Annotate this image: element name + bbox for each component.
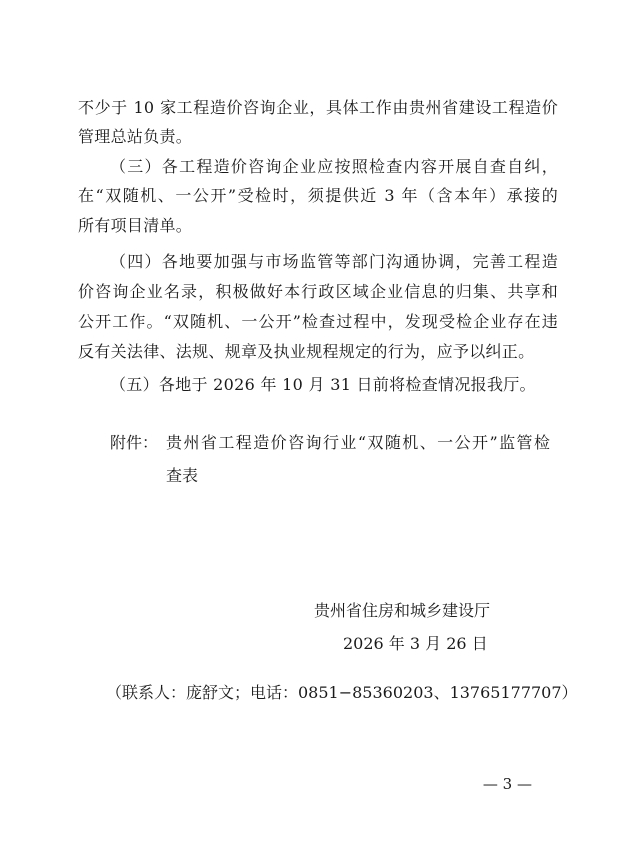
body-line: 所有项目清单。: [78, 216, 193, 235]
attachment-title: 贵州省工程造价咨询行业“双随机、一公开”监管检: [166, 433, 550, 452]
signature-date: 2026 年 3 月 26 日: [343, 634, 488, 653]
signature-org: 贵州省住房和城乡建设厅: [314, 601, 491, 620]
body-line: 公开工作。“双随机、一公开”检查过程中，发现受检企业存在违: [78, 312, 558, 331]
body-line: 管理总站负责。: [78, 127, 193, 146]
body-line: 价咨询企业名录，积极做好本行政区域企业信息的归集、共享和: [78, 282, 558, 301]
page-number: — 3 —: [482, 775, 532, 793]
body-line: （四）各地要加强与市场监管等部门沟通协调，完善工程造: [110, 252, 558, 271]
body-line: 反有关法律、法规、规章及执业规程规定的行为，应予以纠正。: [78, 342, 535, 361]
contact-info: （联系人：庞舒文；电话：0851−85360203、13765177707）: [106, 683, 578, 702]
attachment-title-cont: 查表: [166, 466, 199, 485]
attachment-label: 附件：: [110, 433, 159, 452]
body-line: （五）各地于 2026 年 10 月 31 日前将检查情况报我厅。: [110, 375, 536, 394]
body-line: 不少于 10 家工程造价咨询企业，具体工作由贵州省建设工程造价: [78, 98, 558, 117]
body-line: 在“双随机、一公开”受检时，须提供近 3 年（含本年）承接的: [78, 186, 558, 205]
body-line: （三）各工程造价咨询企业应按照检查内容开展自查自纠，: [110, 157, 558, 176]
